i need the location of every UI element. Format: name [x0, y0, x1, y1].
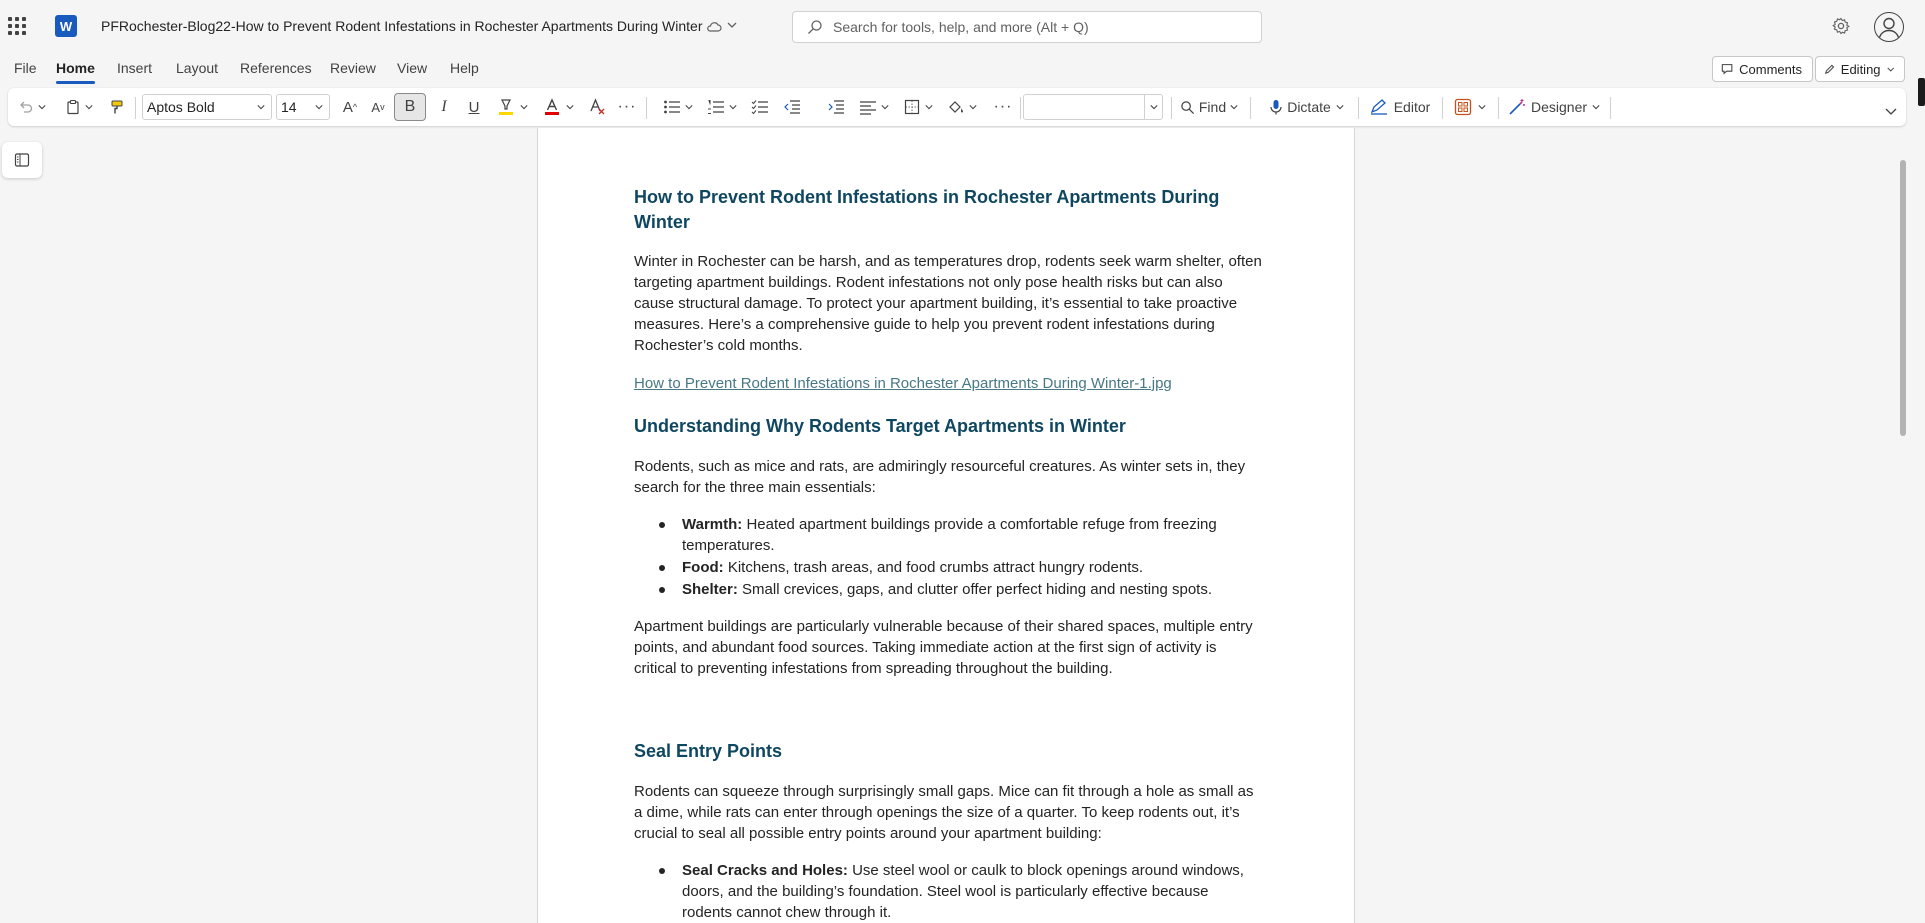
- ribbon-expand-chevron-icon[interactable]: [1884, 104, 1898, 118]
- paste-clipboard-icon[interactable]: [64, 95, 82, 119]
- font-color-chevron-icon[interactable]: [565, 95, 575, 119]
- ribbon-divider: [1250, 97, 1251, 119]
- numbered-list-chevron-icon[interactable]: [728, 95, 738, 119]
- bullet-term: Food:: [682, 559, 724, 576]
- ribbon-divider: [1442, 97, 1443, 119]
- editing-mode-button[interactable]: [1815, 56, 1905, 82]
- highlighter-chevron-icon[interactable]: [519, 95, 529, 119]
- menu-bar: [0, 52, 1925, 86]
- list-item[interactable]: [634, 579, 1262, 600]
- bullet-text: Kitchens, trash areas, and food crumbs attract hungry rodents.: [723, 559, 1144, 576]
- clear-formatting-icon[interactable]: [586, 95, 608, 119]
- menu-references[interactable]: References: [240, 60, 312, 76]
- menu-help[interactable]: Help: [450, 60, 479, 76]
- document-title-heading[interactable]: How to Prevent Rodent Infestations in Rochester Apartments During Winter: [634, 187, 1220, 232]
- bullet-text: Use steel wool or caulk to block openings around windows, doors, and the building’s foundation. Steel wool is particularly effective because rodents cannot chew through it.: [682, 862, 1244, 921]
- align-icon[interactable]: [858, 95, 878, 119]
- highlighter-icon[interactable]: [495, 95, 517, 119]
- section2-paragraph[interactable]: Rodents can squeeze through surprisingly small gaps. Mice can fit through a hole as small as a dime, while rats can enter through openings the size of a quarter. To keep rodents out, it’s crucial to seal all possible entry points around your apartment building:: [634, 783, 1254, 842]
- settings-gear-icon[interactable]: [1832, 17, 1850, 35]
- font-size-value: 14: [281, 99, 297, 115]
- chevron-down-icon: [1478, 103, 1486, 111]
- more-paragraph-options-icon[interactable]: ···: [993, 98, 1013, 115]
- section-heading-seal-entry[interactable]: Seal Entry Points: [634, 741, 783, 761]
- add-ins-button[interactable]: [1450, 95, 1490, 119]
- designer-wand-icon: [1508, 98, 1526, 116]
- menu-insert[interactable]: Insert: [117, 60, 153, 76]
- menu-file[interactable]: File: [14, 60, 37, 76]
- dictate-label: Dictate: [1287, 99, 1331, 115]
- bold-button[interactable]: B: [394, 93, 426, 121]
- vertical-scrollbar-thumb[interactable]: [1900, 160, 1906, 436]
- decrease-font-size-icon[interactable]: A v: [371, 99, 385, 115]
- align-chevron-icon[interactable]: [880, 95, 890, 119]
- underline-button[interactable]: U: [468, 98, 480, 116]
- shading-chevron-icon[interactable]: [968, 95, 978, 119]
- ribbon-divider: [646, 97, 647, 119]
- chevron-down-icon: [257, 103, 265, 111]
- menu-review[interactable]: Review: [330, 60, 376, 76]
- bullet-term: Warmth:: [682, 516, 743, 533]
- section1-bullet-list: [634, 514, 1262, 601]
- styles-dropdown[interactable]: [1023, 94, 1163, 120]
- bullet-text: Small crevices, gaps, and clutter offer perfect hiding and nesting spots.: [737, 581, 1213, 598]
- comments-button[interactable]: [1712, 56, 1813, 82]
- menu-home[interactable]: Home: [56, 60, 95, 76]
- navigation-pane-icon: [14, 152, 30, 168]
- list-item[interactable]: [634, 514, 1262, 556]
- bullet-list-icon[interactable]: [662, 95, 682, 119]
- bullet-list-chevron-icon[interactable]: [684, 95, 694, 119]
- undo-icon[interactable]: [16, 95, 34, 119]
- format-painter-icon[interactable]: [108, 95, 126, 119]
- list-item[interactable]: [634, 860, 1262, 923]
- account-avatar[interactable]: [1874, 12, 1904, 42]
- menu-view[interactable]: View: [397, 60, 428, 76]
- document-title[interactable]: PFRochester-Blog22-How to Prevent Rodent Infestations in Rochester Apartments During Winter: [101, 18, 703, 34]
- person-icon: [1875, 13, 1903, 41]
- paste-dropdown-chevron-icon[interactable]: [84, 95, 94, 119]
- window-edge-strip: [1918, 78, 1925, 106]
- section-heading-why-rodents[interactable]: Understanding Why Rodents Target Apartments in Winter: [634, 416, 1126, 436]
- search-input[interactable]: [833, 19, 1233, 35]
- microphone-icon: [1270, 99, 1282, 115]
- add-ins-grid-icon: [1454, 98, 1472, 116]
- font-size-dropdown[interactable]: [276, 94, 330, 120]
- bullet-text: Heated apartment buildings provide a comfortable refuge from freezing temperatures.: [682, 516, 1217, 554]
- italic-button[interactable]: I: [441, 98, 447, 115]
- chevron-down-icon: [315, 103, 323, 111]
- ribbon-divider: [135, 97, 136, 119]
- chevron-down-icon: [1230, 103, 1238, 111]
- editing-label: Editing: [1840, 61, 1881, 77]
- list-item[interactable]: [634, 557, 1262, 578]
- cloud-icon: [706, 21, 722, 33]
- find-button[interactable]: [1178, 95, 1240, 119]
- ribbon-divider: [1171, 97, 1172, 119]
- menu-layout[interactable]: Layout: [176, 60, 219, 76]
- navigation-pane-button[interactable]: [2, 142, 42, 178]
- borders-chevron-icon[interactable]: [924, 95, 934, 119]
- ribbon-divider: [1020, 97, 1021, 119]
- section1-paragraph[interactable]: Rodents, such as mice and rats, are admiringly resourceful creatures. As winter sets in, they search for the three main essentials:: [634, 458, 1246, 496]
- designer-button[interactable]: [1506, 95, 1602, 119]
- increase-indent-icon[interactable]: [826, 95, 846, 119]
- font-name-dropdown[interactable]: [142, 94, 272, 120]
- more-font-options-icon[interactable]: ···: [617, 98, 637, 115]
- chevron-down-icon: [1887, 65, 1894, 74]
- chevron-down-icon[interactable]: [727, 20, 737, 30]
- document-page[interactable]: [537, 128, 1355, 923]
- font-name-value: Aptos Bold: [147, 99, 215, 115]
- image-link[interactable]: How to Prevent Rodent Infestations in Rochester Apartments During Winter-1.jpg: [634, 375, 1172, 392]
- app-launcher-icon[interactable]: [8, 17, 26, 35]
- comments-label: Comments: [1739, 61, 1802, 77]
- find-label: Find: [1198, 99, 1227, 115]
- title-bar: [0, 0, 1925, 52]
- chevron-down-icon: [1592, 103, 1600, 111]
- search-icon: [1180, 100, 1195, 115]
- editor-pen-icon: [1370, 99, 1388, 115]
- bullet-term: Shelter:: [682, 581, 738, 598]
- dictate-button[interactable]: [1264, 95, 1350, 119]
- home-ribbon: [8, 88, 1906, 126]
- bullet-term: Seal Cracks and Holes:: [682, 862, 848, 879]
- decrease-indent-icon[interactable]: [782, 95, 802, 119]
- editor-button[interactable]: [1366, 95, 1434, 119]
- section1-paragraph-2[interactable]: Apartment buildings are particularly vulnerable because of their shared spaces, multiple entry points, and abundant food sources. Taking immediate action at the first sign of activity is critical to preventing infestations from spreading throughout the building.: [634, 618, 1253, 677]
- search-box[interactable]: [792, 11, 1262, 43]
- comment-icon: [1721, 62, 1733, 76]
- search-icon: [807, 19, 823, 35]
- section2-bullet-list: [634, 860, 1262, 923]
- font-color-icon[interactable]: [541, 95, 563, 119]
- ribbon-divider: [1498, 97, 1499, 119]
- numbered-list-icon[interactable]: [706, 95, 726, 119]
- ribbon-divider: [1610, 97, 1611, 119]
- designer-label: Designer: [1530, 99, 1588, 115]
- borders-icon[interactable]: [902, 95, 922, 119]
- editor-label: Editor: [1393, 99, 1431, 115]
- word-logo[interactable]: W: [55, 15, 77, 37]
- undo-dropdown-chevron-icon[interactable]: [37, 95, 47, 119]
- chevron-down-icon: [1336, 103, 1344, 111]
- pencil-icon: [1824, 63, 1835, 76]
- chevron-down-icon: [1144, 95, 1162, 119]
- ribbon-divider: [1358, 97, 1359, 119]
- shading-icon[interactable]: [946, 95, 966, 119]
- increase-font-size-icon[interactable]: A ^: [342, 98, 358, 116]
- intro-paragraph[interactable]: Winter in Rochester can be harsh, and as temperatures drop, rodents seek warm shelter, often targeting apartment buildings. Rodent infestations not only pose health risks but can also cause structural damage. To protect your apartment building, it’s essential to take proactive measures. Here’s a comprehensive guide to help you prevent rodent infestations during Rochester’s cold months.: [634, 253, 1262, 354]
- checklist-icon[interactable]: [750, 95, 770, 119]
